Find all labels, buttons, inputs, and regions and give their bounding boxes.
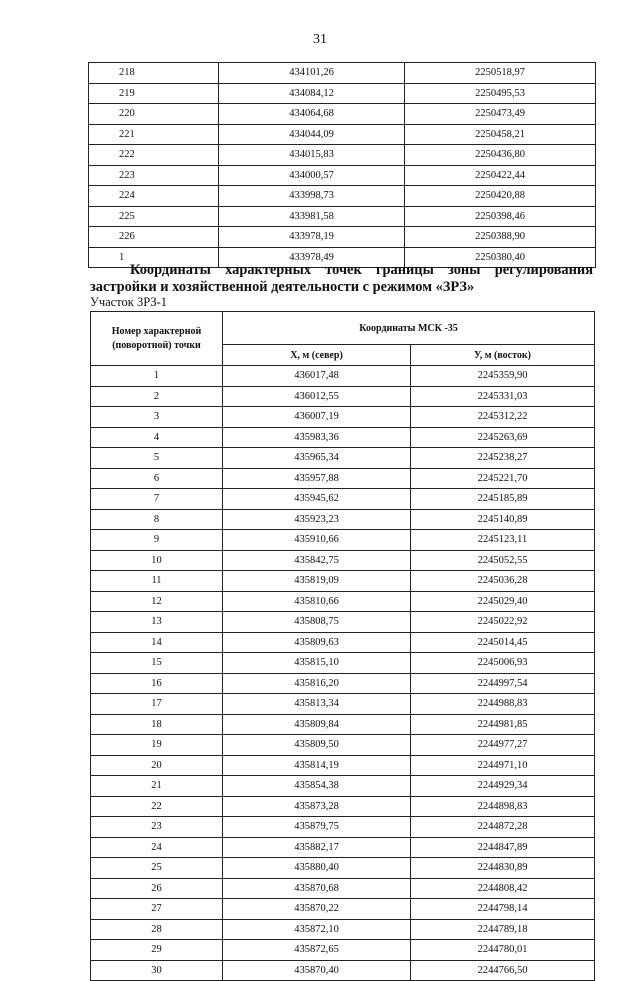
point-number-cell: 21 — [91, 776, 223, 797]
point-number-cell: 15 — [91, 653, 223, 674]
point-number-cell: 20 — [91, 755, 223, 776]
x-coordinate-cell: 435842,75 — [223, 550, 411, 571]
point-number-cell: 1 — [91, 366, 223, 387]
x-coordinate-cell: 435870,68 — [223, 878, 411, 899]
table-row — [89, 186, 596, 207]
table-row — [89, 104, 596, 125]
y-coordinate-cell: 2244872,28 — [411, 817, 595, 838]
point-number-cell: 2 — [91, 386, 223, 407]
y-coordinate-cell: 2245022,92 — [411, 612, 595, 633]
table-row — [91, 509, 595, 530]
y-coordinate-cell: 2244988,83 — [411, 694, 595, 715]
x-coordinate-cell: 435870,22 — [223, 899, 411, 920]
section-title-text: Координаты характерных точек границы зоны регулирования застройки и хозяйственной деятельности с режимом «ЗРЗ» — [90, 262, 593, 295]
y-coordinate-cell: 2250518,97 — [405, 63, 596, 84]
point-number-cell: 220 — [89, 104, 219, 125]
table-row — [91, 837, 595, 858]
x-coordinate-cell: 435815,10 — [223, 653, 411, 674]
table-row — [91, 817, 595, 838]
y-coordinate-cell: 2245238,27 — [411, 448, 595, 469]
coordinates-table-continued — [88, 62, 596, 268]
point-number-cell: 5 — [91, 448, 223, 469]
y-coordinate-cell: 2244971,10 — [411, 755, 595, 776]
table-row — [91, 468, 595, 489]
x-coordinate-cell: 433978,49 — [219, 247, 405, 268]
point-number-cell: 222 — [89, 145, 219, 166]
y-coordinate-cell: 2250398,46 — [405, 206, 596, 227]
table-row — [91, 612, 595, 633]
table-row — [91, 940, 595, 961]
table-row — [91, 632, 595, 653]
point-number-cell: 30 — [91, 960, 223, 981]
point-number-cell: 8 — [91, 509, 223, 530]
x-coordinate-cell: 433978,19 — [219, 227, 405, 248]
x-coordinate-cell: 435945,62 — [223, 489, 411, 510]
x-coordinate-cell: 435809,50 — [223, 735, 411, 756]
x-coordinate-cell: 435957,88 — [223, 468, 411, 489]
x-coordinate-cell: 435854,38 — [223, 776, 411, 797]
table-row — [89, 165, 596, 186]
y-coordinate-cell: 2244981,85 — [411, 714, 595, 735]
point-number-cell: 3 — [91, 407, 223, 428]
x-coordinate-cell: 435808,75 — [223, 612, 411, 633]
point-number-cell: 22 — [91, 796, 223, 817]
x-coordinate-cell: 433981,58 — [219, 206, 405, 227]
table-row — [91, 735, 595, 756]
x-coordinate-cell: 436012,55 — [223, 386, 411, 407]
x-coordinate-cell: 436007,19 — [223, 407, 411, 428]
y-coordinate-cell: 2244830,89 — [411, 858, 595, 879]
x-coordinate-cell: 433998,73 — [219, 186, 405, 207]
header-x: X, м (север) — [223, 345, 411, 366]
table-row — [91, 776, 595, 797]
x-coordinate-cell: 434064,68 — [219, 104, 405, 125]
y-coordinate-cell: 2250458,21 — [405, 124, 596, 145]
point-number-cell: 17 — [91, 694, 223, 715]
y-coordinate-cell: 2245140,89 — [411, 509, 595, 530]
table-row — [91, 427, 595, 448]
header-y: У, м (восток) — [411, 345, 595, 366]
x-coordinate-cell: 435813,34 — [223, 694, 411, 715]
table-row — [89, 83, 596, 104]
point-number-cell: 26 — [91, 878, 223, 899]
point-number-cell: 12 — [91, 591, 223, 612]
x-coordinate-cell: 435816,20 — [223, 673, 411, 694]
point-number-cell: 29 — [91, 940, 223, 961]
page-number: 31 — [313, 32, 327, 47]
y-coordinate-cell: 2245263,69 — [411, 427, 595, 448]
y-coordinate-cell: 2245006,93 — [411, 653, 595, 674]
y-coordinate-cell: 2244997,54 — [411, 673, 595, 694]
x-coordinate-cell: 435879,75 — [223, 817, 411, 838]
table-row — [91, 407, 595, 428]
y-coordinate-cell: 2244929,34 — [411, 776, 595, 797]
x-coordinate-cell: 434044,09 — [219, 124, 405, 145]
point-number-cell: 6 — [91, 468, 223, 489]
point-number-cell: 225 — [89, 206, 219, 227]
table-row — [91, 796, 595, 817]
point-number-cell: 4 — [91, 427, 223, 448]
y-coordinate-cell: 2245312,22 — [411, 407, 595, 428]
table-row — [91, 448, 595, 469]
point-number-cell: 25 — [91, 858, 223, 879]
table-row — [91, 489, 595, 510]
table-row — [89, 124, 596, 145]
table-row — [91, 858, 595, 879]
table-row — [91, 366, 595, 387]
point-number-cell: 7 — [91, 489, 223, 510]
point-number-cell: 224 — [89, 186, 219, 207]
x-coordinate-cell: 435870,40 — [223, 960, 411, 981]
y-coordinate-cell: 2244780,01 — [411, 940, 595, 961]
point-number-cell: 14 — [91, 632, 223, 653]
table-row — [91, 571, 595, 592]
y-coordinate-cell: 2245221,70 — [411, 468, 595, 489]
point-number-cell: 219 — [89, 83, 219, 104]
table-row — [91, 591, 595, 612]
table-row — [89, 63, 596, 84]
point-number-cell: 13 — [91, 612, 223, 633]
point-number-cell: 16 — [91, 673, 223, 694]
x-coordinate-cell: 435809,84 — [223, 714, 411, 735]
point-number-cell: 18 — [91, 714, 223, 735]
x-coordinate-cell: 435814,19 — [223, 755, 411, 776]
point-number-cell: 24 — [91, 837, 223, 858]
y-coordinate-cell: 2244798,14 — [411, 899, 595, 920]
x-coordinate-cell: 434101,26 — [219, 63, 405, 84]
y-coordinate-cell: 2244766,50 — [411, 960, 595, 981]
y-coordinate-cell: 2245331,03 — [411, 386, 595, 407]
x-coordinate-cell: 434084,12 — [219, 83, 405, 104]
table-row — [91, 386, 595, 407]
table-row — [91, 530, 595, 551]
x-coordinate-cell: 435872,65 — [223, 940, 411, 961]
point-number-cell: 10 — [91, 550, 223, 571]
y-coordinate-cell: 2245123,11 — [411, 530, 595, 551]
x-coordinate-cell: 435810,66 — [223, 591, 411, 612]
x-coordinate-cell: 435965,34 — [223, 448, 411, 469]
y-coordinate-cell: 2244847,89 — [411, 837, 595, 858]
header-coordinates: Координаты МСК -35 — [223, 312, 595, 345]
x-coordinate-cell: 436017,48 — [223, 366, 411, 387]
y-coordinate-cell: 2244977,27 — [411, 735, 595, 756]
table-row — [91, 878, 595, 899]
x-coordinate-cell: 434000,57 — [219, 165, 405, 186]
y-coordinate-cell: 2245052,55 — [411, 550, 595, 571]
point-number-cell: 221 — [89, 124, 219, 145]
table-row — [91, 673, 595, 694]
table-row — [91, 755, 595, 776]
section-subtitle: Участок ЗРЗ-1 — [90, 295, 168, 309]
y-coordinate-cell: 2250473,49 — [405, 104, 596, 125]
point-number-cell: 9 — [91, 530, 223, 551]
table-row — [91, 653, 595, 674]
x-coordinate-cell: 435873,28 — [223, 796, 411, 817]
point-number-cell: 223 — [89, 165, 219, 186]
x-coordinate-cell: 435923,23 — [223, 509, 411, 530]
x-coordinate-cell: 435983,36 — [223, 427, 411, 448]
y-coordinate-cell: 2244808,42 — [411, 878, 595, 899]
y-coordinate-cell: 2250495,53 — [405, 83, 596, 104]
y-coordinate-cell: 2250380,40 — [405, 247, 596, 268]
y-coordinate-cell: 2245029,40 — [411, 591, 595, 612]
table-row — [91, 550, 595, 571]
y-coordinate-cell: 2245036,28 — [411, 571, 595, 592]
point-number-cell: 11 — [91, 571, 223, 592]
x-coordinate-cell: 434015,83 — [219, 145, 405, 166]
table-row — [89, 227, 596, 248]
x-coordinate-cell: 435872,10 — [223, 919, 411, 940]
table-row — [91, 899, 595, 920]
point-number-cell: 27 — [91, 899, 223, 920]
table-row — [89, 206, 596, 227]
y-coordinate-cell: 2250388,90 — [405, 227, 596, 248]
y-coordinate-cell: 2244789,18 — [411, 919, 595, 940]
y-coordinate-cell: 2250436,80 — [405, 145, 596, 166]
point-number-cell: 23 — [91, 817, 223, 838]
header-point-number: Номер характерной (поворотной) точки — [91, 312, 223, 366]
x-coordinate-cell: 435882,17 — [223, 837, 411, 858]
coordinates-table-zrz1 — [90, 311, 595, 981]
table-row — [91, 960, 595, 981]
x-coordinate-cell: 435809,63 — [223, 632, 411, 653]
y-coordinate-cell: 2250422,44 — [405, 165, 596, 186]
x-coordinate-cell: 435880,40 — [223, 858, 411, 879]
y-coordinate-cell: 2245185,89 — [411, 489, 595, 510]
y-coordinate-cell: 2245014,45 — [411, 632, 595, 653]
y-coordinate-cell: 2244898,83 — [411, 796, 595, 817]
y-coordinate-cell: 2245359,90 — [411, 366, 595, 387]
table-row — [91, 919, 595, 940]
point-number-cell: 28 — [91, 919, 223, 940]
y-coordinate-cell: 2250420,88 — [405, 186, 596, 207]
x-coordinate-cell: 435819,09 — [223, 571, 411, 592]
point-number-cell: 1 — [89, 247, 219, 268]
point-number-cell: 226 — [89, 227, 219, 248]
table-row — [89, 145, 596, 166]
table-row — [91, 714, 595, 735]
section-title — [90, 262, 593, 296]
point-number-cell: 19 — [91, 735, 223, 756]
x-coordinate-cell: 435910,66 — [223, 530, 411, 551]
point-number-cell: 218 — [89, 63, 219, 84]
table-row — [91, 694, 595, 715]
